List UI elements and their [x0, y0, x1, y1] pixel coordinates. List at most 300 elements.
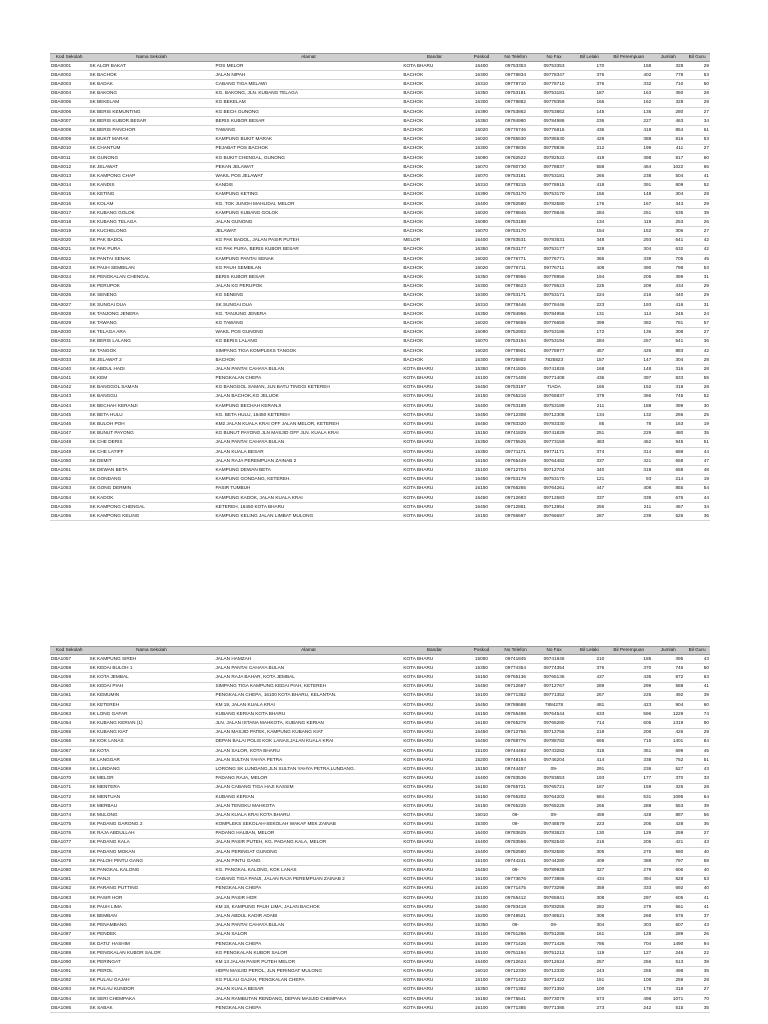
cell-nama-sekolah: SK PENGKALAN KUBOR SALOR: [88, 949, 214, 958]
cell-bil-guru: 42: [684, 346, 710, 355]
cell-bil-perempuan: 147: [605, 356, 652, 365]
cell-bandar: KOTA BHARU: [402, 838, 466, 847]
cell-bandar: KOTA BHARU: [402, 985, 466, 994]
table-row: [50, 756, 710, 765]
cell-no-telefon: 09775525: [496, 438, 534, 447]
cell-bil-lelaki: 100: [573, 985, 605, 994]
cell-no-telefon: 09748194: [496, 756, 534, 765]
cell-no-telefon: 09778836: [496, 144, 534, 153]
cell-kod-sekolah: DBA0005: [50, 98, 88, 107]
cell-no-telefon: 09771171: [496, 447, 534, 456]
cell-bil-guru: 40: [684, 847, 710, 856]
column-header-no-telefon: No Telefon: [496, 54, 534, 62]
cell-nama-sekolah: SK BACHOK: [88, 71, 214, 80]
table-row: [50, 135, 710, 144]
cell-poskod: 16450: [466, 383, 496, 392]
table-row: [50, 328, 710, 337]
cell-no-telefon: 09783556: [496, 838, 534, 847]
cell-bil-lelaki: 418: [573, 181, 605, 190]
cell-poskod: 16300: [466, 144, 496, 153]
cell-nama-sekolah: SK BULOH POH: [88, 420, 214, 429]
cell-no-telefon: 09712756: [496, 728, 534, 737]
column-header-bil-guru: Bil Guru: [684, 647, 710, 655]
cell-bandar: KOTA BHARU: [402, 1004, 466, 1013]
cell-bil-lelaki: 265: [573, 802, 605, 811]
cell-no-telefon: 09782580: [496, 199, 534, 208]
table-row: [50, 884, 710, 893]
cell-jumlah: 370: [652, 774, 684, 783]
cell-alamat: JALAN SALOR: [214, 930, 402, 939]
cell-no-fax: 09778915: [535, 181, 573, 190]
cell-bandar: KOTA BHARU: [402, 802, 466, 811]
cell-bandar: BACHOK: [402, 328, 466, 337]
cell-jumlah: 308: [652, 328, 684, 337]
cell-no-fax: 09753181: [535, 172, 573, 181]
cell-nama-sekolah: SK KAMPONG CHENGAL: [88, 503, 214, 512]
cell-poskod: 15100: [466, 930, 496, 939]
cell-poskod: 15100: [466, 893, 496, 902]
cell-no-telefon: 09753197: [496, 383, 534, 392]
cell-kod-sekolah: DBA1066: [50, 737, 88, 746]
table-row: [50, 976, 710, 985]
cell-poskod: 16450: [466, 411, 496, 420]
cell-bandar: BACHOK: [402, 218, 466, 227]
cell-kod-sekolah: DBA1043: [50, 392, 88, 401]
cell-no-telefon: 09-: [496, 866, 534, 875]
cell-no-fax: TIADA: [535, 383, 573, 392]
cell-kod-sekolah: DBA0025: [50, 282, 88, 291]
cell-bandar: KOTA BHARU: [402, 655, 466, 664]
cell-nama-sekolah: SK KOLAM: [88, 199, 214, 208]
table-row: [50, 802, 710, 811]
cell-kod-sekolah: DBA1065: [50, 728, 88, 737]
cell-bil-guru: 60: [684, 700, 710, 709]
cell-bil-perempuan: 304: [605, 245, 652, 254]
cell-bandar: KOTA BHARU: [402, 811, 466, 820]
table-row: [50, 893, 710, 902]
cell-kod-sekolah: DBA1086: [50, 921, 88, 930]
cell-nama-sekolah: SK PERUPOK: [88, 282, 214, 291]
cell-no-telefon: 09773676: [496, 875, 534, 884]
cell-bil-perempuan: 242: [605, 1004, 652, 1013]
cell-jumlah: 606: [652, 866, 684, 875]
cell-bil-perempuan: 408: [605, 484, 652, 493]
cell-poskod: 16020: [466, 264, 496, 273]
cell-bil-lelaki: 130: [573, 829, 605, 838]
cell-kod-sekolah: DBA1057: [50, 655, 88, 664]
cell-kod-sekolah: DBA1072: [50, 792, 88, 801]
cell-no-fax: 09771352: [535, 691, 573, 700]
cell-poskod: 16400: [466, 199, 496, 208]
cell-kod-sekolah: DBA1042: [50, 383, 88, 392]
cell-alamat: KG PAK BADOL, JALAN PASIR PUTEH: [214, 236, 402, 245]
cell-bil-lelaki: 166: [573, 98, 605, 107]
cell-no-fax: 09773886: [535, 875, 573, 884]
cell-no-telefon: 09753170: [496, 190, 534, 199]
cell-jumlah: 421: [652, 838, 684, 847]
cell-no-telefon: 09712308: [496, 411, 534, 420]
cell-kod-sekolah: DBA1063: [50, 710, 88, 719]
cell-kod-sekolah: DBA1070: [50, 774, 88, 783]
cell-jumlah: 318: [652, 985, 684, 994]
cell-alamat: JLN. JALAN ISTANA MAHKOTA, KUBANG KERIAN: [214, 719, 402, 728]
cell-nama-sekolah: SK PASIR HOR: [88, 893, 214, 902]
cell-poskod: 16010: [466, 967, 496, 976]
cell-poskod: 15350: [466, 365, 496, 374]
cell-nama-sekolah: SK BERIS PANCHOR: [88, 126, 214, 135]
cell-bil-guru: 28: [684, 89, 710, 98]
cell-bandar: KOTA BHARU: [402, 438, 466, 447]
cell-poskod: 16400: [466, 62, 496, 71]
table-row: [50, 475, 710, 484]
cell-bil-perempuan: 397: [605, 374, 652, 383]
cell-poskod: 16020: [466, 135, 496, 144]
table-row: [50, 512, 710, 521]
table-row: [50, 930, 710, 939]
cell-no-fax: 09-: [535, 765, 573, 774]
cell-jumlah: 699: [652, 746, 684, 755]
cell-alamat: CABANG TIGA PANJI, JALAN RAJA PEREMPUAN ZAINAB 2: [214, 875, 402, 884]
cell-poskod: 16150: [466, 457, 496, 466]
cell-nama-sekolah: SK BEKELAM: [88, 98, 214, 107]
cell-no-telefon: 09782580: [496, 847, 534, 856]
cell-bandar: BACHOK: [402, 227, 466, 236]
cell-alamat: KG TAWANG: [214, 319, 402, 328]
cell-alamat: KAMPUNG GONDANG, KETEREH.: [214, 475, 402, 484]
cell-no-telefon: 09780730: [496, 163, 534, 172]
cell-nama-sekolah: SK GONG DERMIN: [88, 484, 214, 493]
cell-alamat: KG PAUH SEMBILAN: [214, 264, 402, 273]
cell-nama-sekolah: SK SENENG: [88, 291, 214, 300]
cell-poskod: 16150: [466, 392, 496, 401]
cell-bil-guru: 84: [684, 737, 710, 746]
cell-poskod: 15100: [466, 466, 496, 475]
cell-kod-sekolah: DBA1091: [50, 967, 88, 976]
cell-alamat: JALAN KUALA BESAR: [214, 447, 402, 456]
table-row: [50, 774, 710, 783]
cell-no-fax: 09771385: [535, 1004, 573, 1013]
cell-nama-sekolah: SK SABAK: [88, 1004, 214, 1013]
cell-bandar: KOTA BHARU: [402, 847, 466, 856]
cell-no-telefon: 09765498: [496, 710, 534, 719]
cell-no-telefon: 09782522: [496, 153, 534, 162]
cell-bil-guru: 27: [684, 328, 710, 337]
cell-poskod: 16020: [466, 209, 496, 218]
cell-no-fax: 09782522: [535, 153, 573, 162]
cell-bil-perempuan: 148: [605, 190, 652, 199]
cell-jumlah: 434: [652, 282, 684, 291]
cell-bil-perempuan: 132: [605, 411, 652, 420]
cell-bandar: KOTA BHARU: [402, 737, 466, 746]
cell-jumlah: 632: [652, 245, 684, 254]
cell-bil-lelaki: 287: [573, 512, 605, 521]
cell-nama-sekolah: SK BANGGOL SAMAN: [88, 383, 214, 392]
cell-kod-sekolah: DBA1047: [50, 429, 88, 438]
cell-poskod: 16450: [466, 493, 496, 502]
cell-alamat: PENGKALAN CHEPA: [214, 374, 402, 383]
cell-poskod: 16400: [466, 847, 496, 856]
table-row: [50, 62, 710, 71]
cell-bil-perempuan: 391: [605, 181, 652, 190]
cell-bil-perempuan: 128: [605, 930, 652, 939]
cell-bil-lelaki: 436: [573, 126, 605, 135]
cell-kod-sekolah: DBA1075: [50, 820, 88, 829]
table-row: [50, 126, 710, 135]
cell-poskod: 16300: [466, 356, 496, 365]
cell-alamat: KG PULAU GAJAH, PENGKALAN CHEPA: [214, 976, 402, 985]
cell-bil-lelaki: 340: [573, 466, 605, 475]
cell-no-telefon: 09765279: [496, 719, 534, 728]
cell-bandar: BACHOK: [402, 254, 466, 263]
cell-bil-perempuan: 205: [605, 273, 652, 282]
cell-kod-sekolah: DBA1078: [50, 847, 88, 856]
cell-bandar: BACHOK: [402, 117, 466, 126]
cell-bil-guru: 57: [684, 319, 710, 328]
table-row: [50, 420, 710, 429]
cell-kod-sekolah: DBA0032: [50, 346, 88, 355]
cell-bil-perempuan: 93: [605, 475, 652, 484]
table-row: [50, 365, 710, 374]
cell-no-telefon: 09752902: [496, 328, 534, 337]
cell-jumlah: 350: [652, 89, 684, 98]
cell-poskod: 16100: [466, 691, 496, 700]
cell-alamat: POS MELOR: [214, 62, 402, 71]
cell-no-telefon: 09783531: [496, 236, 534, 245]
cell-bil-guru: 22: [684, 949, 710, 958]
cell-no-telefon: 09783625: [496, 829, 534, 838]
cell-jumlah: 492: [652, 691, 684, 700]
cell-alamat: KOMPLEKS SEKOLAH-SEKOLAH WAKAF MEK ZAINAB: [214, 820, 402, 829]
cell-bil-lelaki: 366: [573, 254, 605, 263]
cell-no-fax: 09785530: [535, 135, 573, 144]
cell-alamat: JALAN PERINGAT GUNONG: [214, 847, 402, 856]
cell-kod-sekolah: DBA0012: [50, 163, 88, 172]
cell-bil-lelaki: 291: [573, 765, 605, 774]
cell-poskod: 16100: [466, 884, 496, 893]
cell-alamat: JALAN GUNONG: [214, 218, 402, 227]
cell-bil-lelaki: 665: [573, 737, 605, 746]
cell-kod-sekolah: DBA0023: [50, 264, 88, 273]
cell-alamat: KG. TANJUNG JENERA: [214, 310, 402, 319]
cell-alamat: KG BUNUT PAYONG JLN MASJID OFF JLN. KUALA KRAI: [214, 429, 402, 438]
cell-no-fax: 09748521: [535, 912, 573, 921]
cell-jumlah: 1319: [652, 719, 684, 728]
cell-no-fax: [535, 227, 573, 236]
cell-nama-sekolah: SK PANJI: [88, 875, 214, 884]
cell-alamat: SIMPANG TIGA KAMPUNG KEDAI PIAH, KETEREH: [214, 682, 402, 691]
cell-bandar: KOTA BHARU: [402, 783, 466, 792]
table-row: [50, 829, 710, 838]
cell-jumlah: 513: [652, 958, 684, 967]
cell-bil-lelaki: 305: [573, 847, 605, 856]
table-row: [50, 493, 710, 502]
cell-bil-guru: 35: [684, 967, 710, 976]
cell-bil-lelaki: 121: [573, 475, 605, 484]
cell-no-telefon: 09771408: [496, 374, 534, 383]
cell-bil-perempuan: 596: [605, 710, 652, 719]
cell-bil-guru: 60: [684, 153, 710, 162]
cell-bil-perempuan: 288: [605, 802, 652, 811]
cell-bil-lelaki: 193: [573, 774, 605, 783]
cell-no-fax: 09771408: [535, 374, 573, 383]
cell-alamat: KG. BAKONG, JLN. KUBANG TELAGA: [214, 89, 402, 98]
cell-jumlah: 605: [652, 893, 684, 902]
cell-bil-lelaki: 459: [573, 811, 605, 820]
cell-bil-lelaki: 284: [573, 209, 605, 218]
cell-no-fax: 09783330: [535, 420, 573, 429]
cell-bil-lelaki: 399: [573, 319, 605, 328]
cell-no-fax: 09765280: [535, 719, 573, 728]
cell-bandar: KOTA BHARU: [402, 411, 466, 420]
cell-jumlah: 246: [652, 949, 684, 958]
cell-kod-sekolah: DBA1058: [50, 664, 88, 673]
cell-no-telefon: 09741826: [496, 365, 534, 374]
cell-bil-lelaki: 224: [573, 291, 605, 300]
cell-alamat: KG PENGKALAN KUBOR SALOR: [214, 949, 402, 958]
cell-bil-guru: 61: [684, 126, 710, 135]
cell-nama-sekolah: SK BERIS LALANG: [88, 337, 214, 346]
column-header-no-fax: No Fax: [535, 647, 573, 655]
cell-no-fax: 09741845: [535, 655, 573, 664]
cell-kod-sekolah: DBA1051: [50, 466, 88, 475]
table-row: [50, 719, 710, 728]
column-header-poskod: Poskod: [466, 54, 496, 62]
cell-bandar: BACHOK: [402, 80, 466, 89]
cell-no-fax: 09778846: [535, 209, 573, 218]
cell-alamat: DEPAN BALAI POLIS KOK LANAS,JALAN KUALA KRAI: [214, 737, 402, 746]
cell-poskod: 16400: [466, 774, 496, 783]
cell-poskod: 16350: [466, 245, 496, 254]
cell-poskod: 15150: [466, 429, 496, 438]
cell-alamat: PENGKALAN CHEPA, 16100 KOTA BHARU, KELANTAN.: [214, 691, 402, 700]
cell-jumlah: 253: [652, 218, 684, 227]
cell-bil-guru: 58: [684, 857, 710, 866]
cell-bandar: BACHOK: [402, 291, 466, 300]
cell-kod-sekolah: DBA0002: [50, 71, 88, 80]
cell-nama-sekolah: SK PADANG KALA: [88, 838, 214, 847]
cell-nama-sekolah: SK BADAK: [88, 80, 214, 89]
cell-bandar: MELOR: [402, 236, 466, 245]
cell-bil-perempuan: 435: [605, 673, 652, 682]
cell-bil-guru: 28: [684, 98, 710, 107]
cell-nama-sekolah: SK KOTA: [88, 746, 214, 755]
cell-bandar: KOTA BHARU: [402, 673, 466, 682]
cell-alamat: KAMPUNG PANTAI SENAK: [214, 254, 402, 263]
cell-kod-sekolah: DBA1079: [50, 857, 88, 866]
cell-bil-perempuan: 136: [605, 328, 652, 337]
cell-no-telefon: 09712861: [496, 503, 534, 512]
cell-jumlah: 658: [652, 466, 684, 475]
cell-bil-lelaki: 156: [573, 190, 605, 199]
cell-bandar: BACHOK: [402, 245, 466, 254]
cell-bandar: BACHOK: [402, 273, 466, 282]
cell-bil-guru: 39: [684, 691, 710, 700]
cell-jumlah: 887: [652, 811, 684, 820]
cell-bil-perempuan: 178: [605, 985, 652, 994]
cell-poskod: 16350: [466, 273, 496, 282]
cell-bil-perempuan: 268: [605, 912, 652, 921]
cell-no-fax: 09778836: [535, 144, 573, 153]
cell-jumlah: 1401: [652, 737, 684, 746]
cell-bil-perempuan: 338: [605, 756, 652, 765]
cell-nama-sekolah: SK KEM: [88, 374, 214, 383]
cell-nama-sekolah: SK PALOH PINTU GANG: [88, 857, 214, 866]
cell-bil-perempuan: 255: [605, 967, 652, 976]
cell-bil-guru: 29: [684, 728, 710, 737]
cell-bil-lelaki: 211: [573, 401, 605, 410]
cell-bil-guru: 43: [684, 655, 710, 664]
cell-no-telefon: 09778215: [496, 181, 534, 190]
cell-bil-guru: 53: [684, 875, 710, 884]
cell-poskod: 15350: [466, 447, 496, 456]
cell-jumlah: 515: [652, 1004, 684, 1013]
cell-bil-guru: 39: [684, 802, 710, 811]
cell-bil-lelaki: 172: [573, 328, 605, 337]
cell-bil-guru: 50: [684, 664, 710, 673]
cell-jumlah: 945: [652, 438, 684, 447]
cell-bil-perempuan: 428: [605, 811, 652, 820]
cell-jumlah: 828: [652, 875, 684, 884]
cell-bandar: KOTA BHARU: [402, 792, 466, 801]
cell-nama-sekolah: SK KADOK: [88, 493, 214, 502]
cell-no-fax: 09712854: [535, 503, 573, 512]
column-header-alamat: Alamat: [214, 647, 402, 655]
cell-bil-lelaki: 267: [573, 691, 605, 700]
cell-kod-sekolah: DBA0028: [50, 310, 88, 319]
cell-bil-perempuan: 498: [605, 994, 652, 1003]
cell-nama-sekolah: SK SUNGAI DUA: [88, 300, 214, 309]
cell-kod-sekolah: DBA1069: [50, 765, 88, 774]
table-row: [50, 236, 710, 245]
cell-nama-sekolah: SK TAWANG: [88, 319, 214, 328]
table-row: [50, 664, 710, 673]
cell-poskod: 16400: [466, 958, 496, 967]
cell-nama-sekolah: SK KEDAI BULOH 1: [88, 664, 214, 673]
cell-no-telefon: 09748521: [496, 912, 534, 921]
cell-bandar: KOTA BHARU: [402, 921, 466, 930]
cell-no-telefon: 09771352: [496, 691, 534, 700]
table-row: [50, 728, 710, 737]
cell-no-telefon: 09765216: [496, 392, 534, 401]
cell-bandar: BACHOK: [402, 126, 466, 135]
cell-jumlah: 781: [652, 319, 684, 328]
cell-nama-sekolah: SK TELAGA ARA: [88, 328, 214, 337]
cell-kod-sekolah: DBA0003: [50, 80, 88, 89]
cell-bil-lelaki: 145: [573, 107, 605, 116]
cell-kod-sekolah: DBA1044: [50, 401, 88, 410]
cell-bandar: BACHOK: [402, 89, 466, 98]
cell-no-fax: 09778347: [535, 71, 573, 80]
cell-kod-sekolah: DBA1083: [50, 893, 88, 902]
cell-poskod: 16310: [466, 181, 496, 190]
cell-bil-perempuan: 159: [605, 783, 652, 792]
cell-alamat: JELAWAT: [214, 227, 402, 236]
cell-no-telefon: 09765202: [496, 792, 534, 801]
cell-bil-guru: 66: [684, 163, 710, 172]
cell-nama-sekolah: SK LONG GAFAR: [88, 710, 214, 719]
cell-poskod: 16310: [466, 300, 496, 309]
cell-bil-perempuan: 318: [605, 466, 652, 475]
cell-bil-perempuan: 205: [605, 838, 652, 847]
cell-alamat: JALAN PANTAI CAHAYA BULAN: [214, 365, 402, 374]
cell-bandar: KOTA BHARU: [402, 457, 466, 466]
table-row: [50, 98, 710, 107]
cell-bil-lelaki: 584: [573, 792, 605, 801]
cell-jumlah: 395: [652, 655, 684, 664]
cell-kod-sekolah: DBA1061: [50, 691, 88, 700]
cell-bil-guru: 28: [684, 976, 710, 985]
cell-no-fax: 09746204: [535, 756, 573, 765]
